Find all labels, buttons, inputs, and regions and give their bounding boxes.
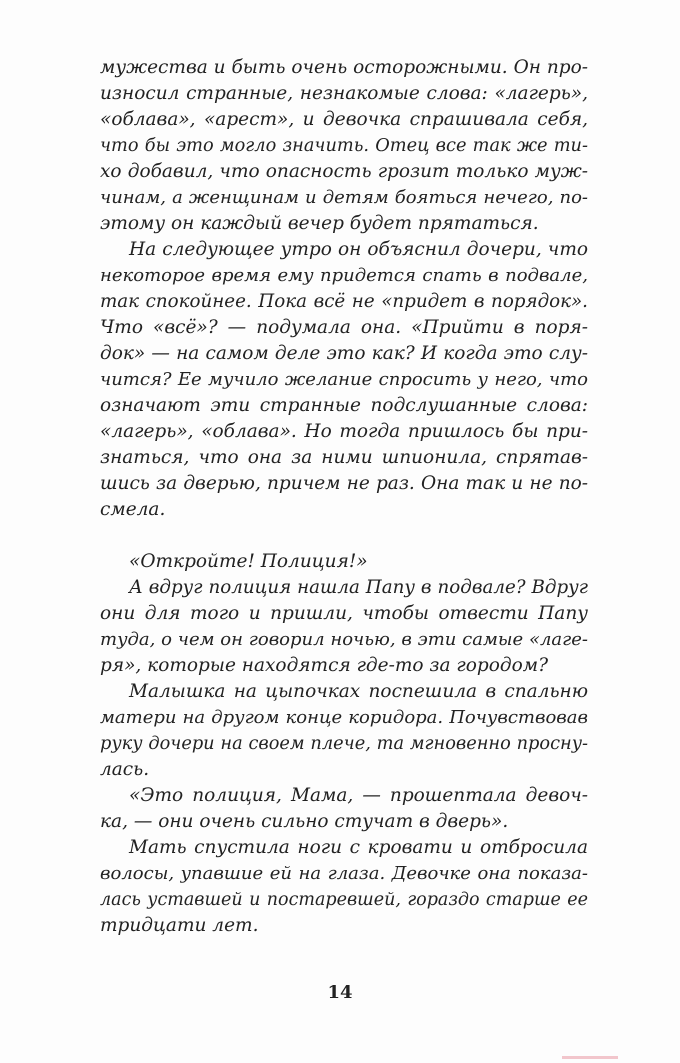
text-line: ка, — они очень сильно стучат в дверь». [100, 811, 509, 832]
text-line: означают эти странные подслушанные слова: [100, 395, 588, 416]
text-line: туда, о чем он говорил ночью, в эти самые «лаге- [100, 629, 588, 650]
text-line: мужества и быть очень осторожными. Он про- [100, 57, 588, 78]
text-line: износил странные, незнакомые слова: «лагерь», [100, 83, 588, 104]
text-line: так спокойнее. Пока всё не «придет в порядок». [100, 291, 588, 312]
text-line: этому он каждый вечер будет прятаться. [100, 213, 539, 234]
text-line: некоторое время ему придется спать в подвале, [100, 265, 588, 286]
text-line: чинам, а женщинам и детям бояться нечего, по- [100, 187, 588, 208]
text-line: лась уставшей и постаревшей, гораздо старше ее [100, 890, 588, 910]
text-line: «Это полиция, Мама, — прошептала девоч- [129, 785, 588, 806]
text-line: руку дочери на своем плече, та мгновенно просну- [100, 734, 588, 754]
text-line: лась. [100, 759, 150, 780]
text-line: шись за дверью, причем не раз. Она так и не по- [100, 473, 588, 494]
text-line: Что «всё»? — подумала она. «Прийти в поря- [100, 317, 588, 338]
text-line: хо добавил, что опасность грозит только муж- [100, 161, 588, 182]
text-line: док» — на самом деле это как? И когда это слу- [100, 343, 588, 364]
text-line: тридцати лет. [100, 915, 259, 936]
text-line: смела. [100, 499, 166, 520]
text-line: «облава», «арест», и девочка спрашивала себя, [100, 109, 588, 130]
text-line: волосы, упавшие ей на глаза. Девочке она показа- [100, 863, 588, 884]
text-line: чится? Ее мучило желание спросить у него, что [100, 369, 588, 390]
text-line: «Откройте! Полиция!» [129, 551, 368, 572]
text-line: Малышка на цыпочках поспешила в спальню [129, 681, 588, 702]
text-line: они для того и пришли, чтобы отвести Папу [100, 603, 588, 624]
text-line: А вдруг полиция нашла Папу в подвале? Вдруг [129, 577, 588, 598]
text-line: ря», которые находятся где-то за городом? [100, 655, 548, 676]
text-line: Мать спустила ноги с кровати и отбросила [129, 837, 588, 858]
page-number: 14 [327, 982, 353, 1003]
page-edge-mark [562, 1056, 618, 1059]
text-line: матери на другом конце коридора. Почувствовав [100, 707, 588, 728]
text-line: «лагерь», «облава». Но тогда пришлось бы при- [100, 421, 588, 442]
text-line: что бы это могло значить. Отец все так же ти- [100, 136, 588, 156]
text-line: На следующее утро он объяснил дочери, что [129, 239, 588, 260]
text-line: знаться, что она за ними шпионила, спрятав- [100, 447, 588, 468]
